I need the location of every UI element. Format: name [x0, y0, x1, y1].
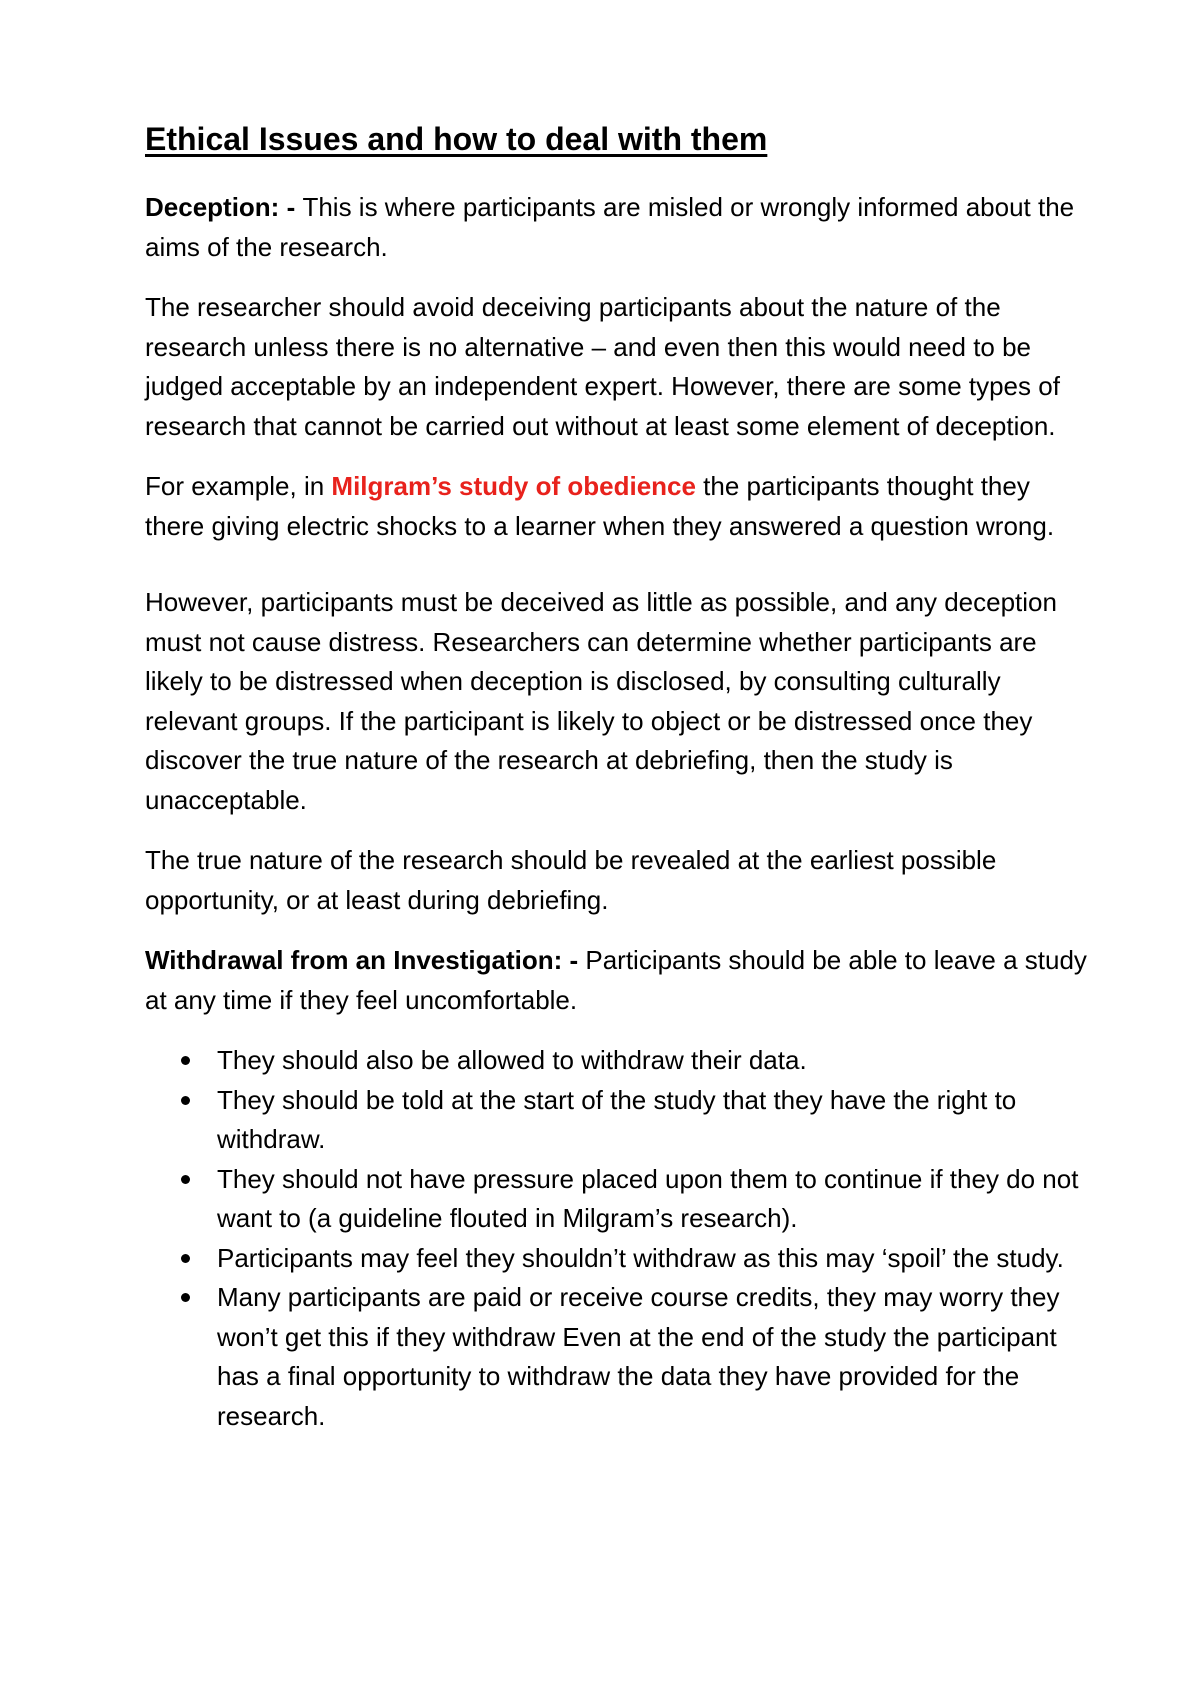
list-item: [145, 1041, 1095, 1081]
page-title: Ethical Issues and how to deal with them: [145, 121, 768, 157]
list-item-text: They should also be allowed to withdraw their data.: [217, 1045, 807, 1075]
list-item: [145, 1081, 1095, 1160]
document-page: [145, 118, 1095, 1436]
withdrawal-intro-text: Participants should be able to leave a study at any time if they feel uncomfortable.: [145, 945, 1087, 1015]
deception-intro-paragraph: [145, 188, 1095, 267]
list-item: [145, 1278, 1095, 1436]
withdrawal-intro-paragraph: [145, 941, 1095, 1020]
list-item-text: They should not have pressure placed upon them to continue if they do not want to (a guideline flouted in Milgram’s research).: [217, 1163, 1079, 1233]
deception-example-paragraph: [145, 467, 1095, 546]
deception-paragraph-1: The researcher should avoid deceiving participants about the nature of the research unless there is no alternative – and even then this would need to be judged acceptable by an independent expert. However, there are some types of research that cannot be carried out without at least some element of deception.: [145, 292, 1060, 441]
withdrawal-bullet-list: [145, 1041, 1095, 1436]
withdrawal-heading: Withdrawal from an Investigation: -: [145, 945, 586, 975]
deception-intro-text: This is where participants are misled or wrongly informed about the aims of the research.: [145, 192, 1075, 262]
bullet-icon: [181, 1254, 190, 1263]
bullet-icon: [181, 1056, 190, 1065]
deception-paragraph-3: However, participants must be deceived as little as possible, and any deception must not cause distress. Researchers can determine whether participants are likely to be distressed when deception is disclosed, by consulting culturally relevant groups. If the participant is likely to object or be distressed once they discover the true nature of the research at debriefing, then the study is unacceptable.: [145, 587, 1057, 815]
milgram-study-highlight: Milgram’s study of obedience: [331, 471, 696, 501]
bullet-icon: [181, 1096, 190, 1105]
deception-heading: Deception: -: [145, 192, 303, 222]
example-before-text: For example, in: [145, 471, 332, 501]
example-after-text: the participants thought they there giving electric shocks to a learner when they answered a question wrong.: [145, 471, 1055, 541]
list-item-text: Many participants are paid or receive course credits, they may worry they won’t get this if they withdraw Even at the end of the study the participant has a final opportunity to withdraw the data they have provided for the research.: [217, 1282, 1060, 1431]
bullet-icon: [181, 1293, 190, 1302]
list-item-text: They should be told at the start of the study that they have the right to withdraw.: [217, 1084, 1017, 1154]
bullet-icon: [181, 1175, 190, 1184]
deception-paragraph-4: The true nature of the research should be revealed at the earliest possible opportunity, or at least during debriefing.: [145, 845, 997, 915]
list-item: [145, 1160, 1095, 1239]
list-item: [145, 1239, 1095, 1279]
list-item-text: Participants may feel they shouldn’t withdraw as this may ‘spoil’ the study.: [217, 1242, 1064, 1273]
